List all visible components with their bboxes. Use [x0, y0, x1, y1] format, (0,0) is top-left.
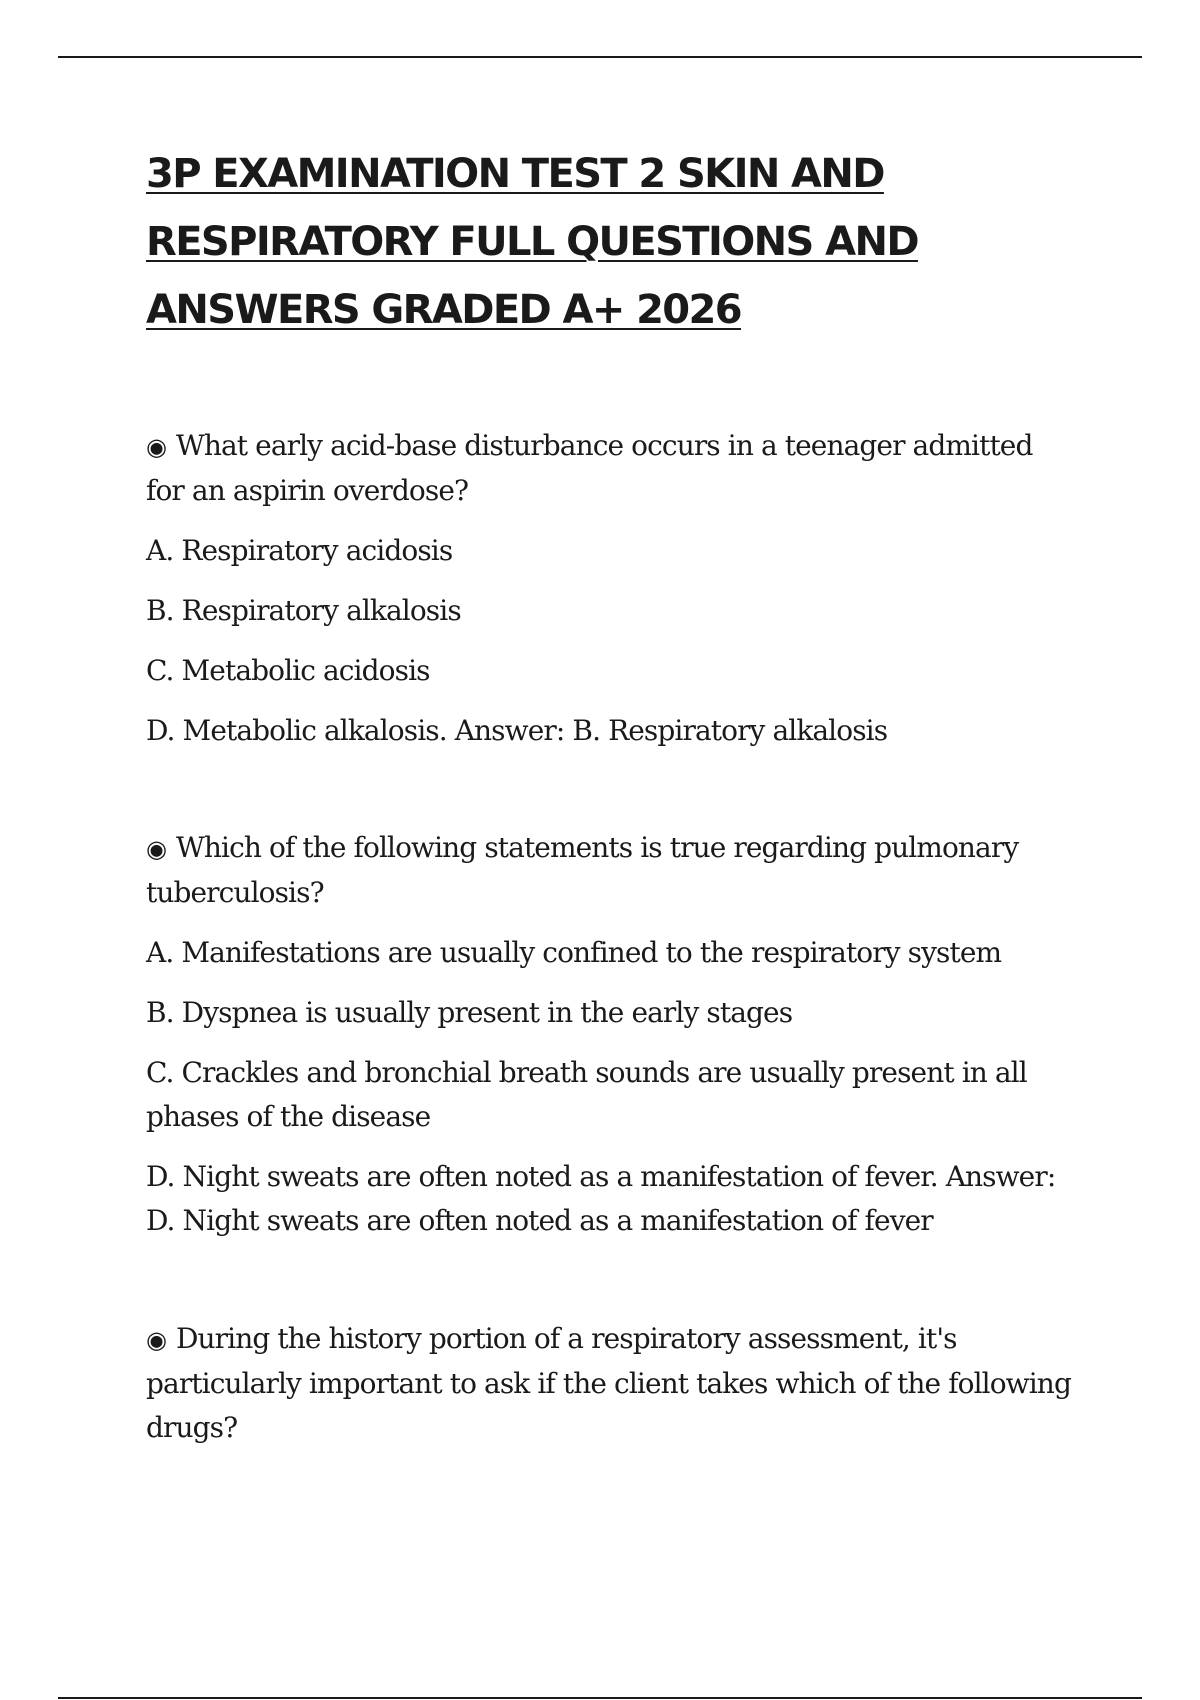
answer-option-d: D. Night sweats are often noted as a manifestation of fever. Answer: D. Night sweats are often noted as a manifestation of fever	[146, 1160, 1056, 1237]
answer-option-b: B. Dyspnea is usually present in the early stages	[146, 996, 793, 1029]
question-block-1	[146, 424, 1076, 769]
question-text: ◉ Which of the following statements is true regarding pulmonary tuberculosis?	[146, 826, 1076, 915]
bottom-rule	[58, 1697, 1142, 1699]
title-line-3: ANSWERS GRADED A+ 2026	[146, 287, 741, 333]
bullet-icon: ◉	[146, 1326, 167, 1354]
document-title	[146, 140, 1046, 344]
question-block-3	[146, 1317, 1076, 1466]
title-line-1: 3P EXAMINATION TEST 2 SKIN AND	[146, 151, 884, 197]
answer-option-d: D. Metabolic alkalosis. Answer: B. Respiratory alkalosis	[146, 714, 888, 747]
answer-option-a: A. Respiratory acidosis	[146, 534, 453, 567]
question-block-2	[146, 826, 1076, 1259]
answer-option-a: A. Manifestations are usually confined to the respiratory system	[146, 936, 1002, 969]
top-rule	[58, 56, 1142, 58]
question-text: ◉ What early acid-base disturbance occurs in a teenager admitted for an aspirin overdose?	[146, 424, 1076, 513]
bullet-icon: ◉	[146, 433, 167, 461]
answer-option-c: C. Crackles and bronchial breath sounds are usually present in all phases of the disease	[146, 1056, 1027, 1133]
question-text: ◉ During the history portion of a respiratory assessment, it's particularly important to ask if the client takes which of the following drugs?	[146, 1317, 1076, 1450]
answer-option-c: C. Metabolic acidosis	[146, 654, 430, 687]
bullet-icon: ◉	[146, 835, 167, 863]
title-line-2: RESPIRATORY FULL QUESTIONS AND	[146, 219, 918, 265]
answer-option-b: B. Respiratory alkalosis	[146, 594, 461, 627]
